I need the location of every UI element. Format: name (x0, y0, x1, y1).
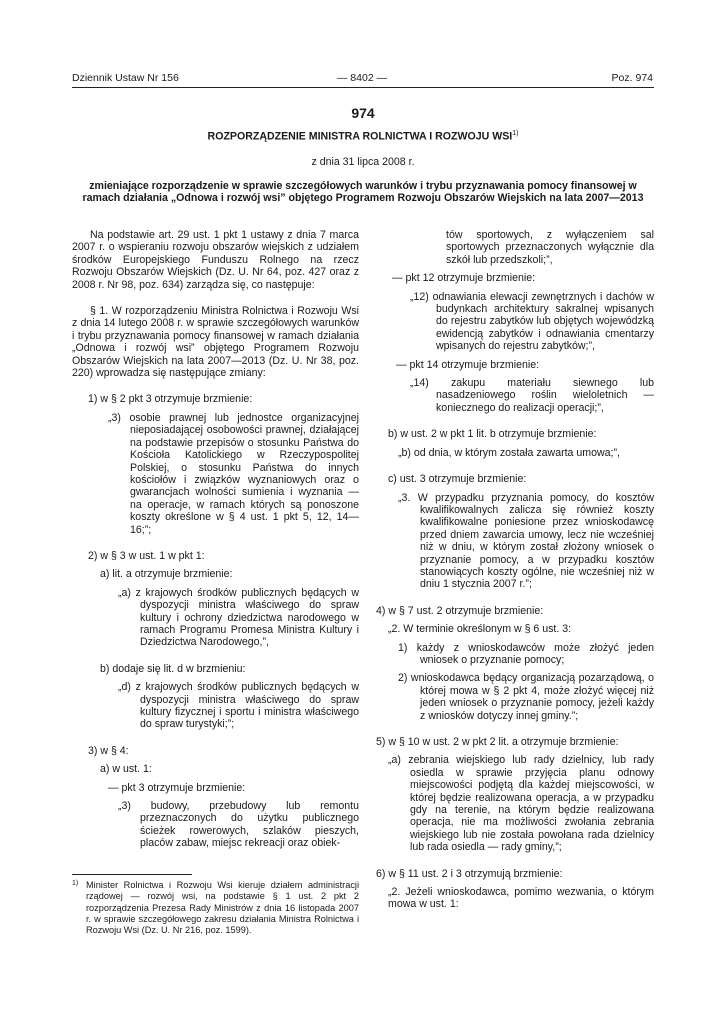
amendment-3c: c) ust. 3 otrzymuje brzmienie: (388, 473, 527, 486)
document-title (72, 130, 654, 143)
amendment-pkt12: — pkt 12 otrzymuje brzmienie: (392, 272, 536, 285)
document-number: 974 (351, 105, 375, 121)
amendment-1-text: „3) osobie prawnej lub jednostce organizacyjnej nieposiadającej osobowości prawnej, działającej na podstawie przepisów o stosunku Państwa do Kościoła Katolickiego w Rzeczypospolitej Polskiej, o stosunku Państwa do innych kościołów i związków wyznaniowych oraz o gwarancjach wolności sumienia i wyznania — na operacje, w ramach których są ponoszone koszty określone w § 4 ust. 1 pkt 5, 12, 14—16;”; (108, 411, 359, 536)
amendment-3b: b) w ust. 2 w pkt 1 lit. b otrzymuje brzmienie: (388, 428, 597, 441)
footnote-marker: 1) (72, 880, 79, 887)
section-1: § 1. W rozporządzeniu Ministra Rolnictwa i Rozwoju Wsi z dnia 14 lutego 2008 r. w sprawie szczegółowych warunków i trybu przyznawania pomocy finansowej w ramach działania „Odnowa i rozwój wsi” objętego Programem Rozwoju Obszarów Wiejskich na lata 2007—2013 (Dz. U. Nr 38, poz. 220) wprowadza się następujące zmiany: (72, 305, 359, 380)
header-rule (72, 87, 654, 88)
title-footnote-ref: 1) (512, 130, 519, 137)
amendment-pkt12-text: „12) odnawiania elewacji zewnętrznych i dachów w budynkach architektury sakralnej wpisanych do rejestru zabytków lub objętych wojewódzką ewidencją zabytków i odnawiania cmentarzy wpisanych do rejestru zabytków;”, (410, 290, 654, 353)
preamble: Na podstawie art. 29 ust. 1 pkt 1 ustawy z dnia 7 marca 2007 r. o wspieraniu rozwoju obszarów wiejskich z udziałem środków Europejskiego Funduszu Rolnego na rzecz Rozwoju Obszarów Wiejskich (Dz. U. Nr 64, poz. 427 oraz z 2008 r. Nr 98, poz. 634) zarządza się, co następuje: (72, 229, 359, 291)
document-date: z dnia 31 lipca 2008 r. (311, 156, 415, 168)
position-number: Poz. 974 (611, 72, 653, 84)
amendment-5-text: „a) zebrania wiejskiego lub rady dzielnicy, lub rady osiedla w sprawie przyjęcia planu odnowy miejscowości podjętą dla każdej miejscowości, w której będzie realizowana operacja, a w przypadku gdy na terenie, na którym będzie realizowana operacja, nie ma możliwości zwołania zebrania wiejskiego lub nie została powołana rada dzielnicy lub rada osiedla — rady gminy,”; (388, 754, 654, 854)
amendment-6-text: „2. Jeżeli wnioskodawca, pomimo wezwania, o którym mowa w ust. 1: (388, 886, 654, 911)
amendment-3a: a) w ust. 1: (100, 763, 152, 776)
journal-name: Dziennik Ustaw Nr 156 (72, 72, 179, 84)
amendment-3a-dash: — pkt 3 otrzymuje brzmienie: (108, 781, 246, 794)
amendment-2a: a) lit. a otrzymuje brzmienie: (100, 568, 233, 581)
document-subject: zmieniające rozporządzenie w sprawie szczegółowych warunków i trybu przyznawania pomocy finansowej w ramach działania „Odnowa i rozwój wsi” objętego Programem Rozwoju Obszarów Wiejskich na lata 2007—2013 (82, 180, 644, 204)
amendment-4-point-1: 1) każdy z wnioskodawców może złożyć jeden wniosek o przyznanie pomocy; (398, 641, 654, 666)
amendment-2: 2) w § 3 w ust. 1 w pkt 1: (88, 549, 205, 562)
amendment-2b: b) dodaje się lit. d w brzmieniu: (100, 662, 246, 675)
amendment-3: 3) w § 4: (88, 744, 129, 757)
amendment-pkt14-text: „14) zakupu materiału siewnego lub nasadzeniowego roślin wieloletnich — koniecznego do realizacji operacji;”, (410, 377, 654, 414)
footnote (72, 880, 359, 936)
document-title-text: ROZPORZĄDZENIE MINISTRA ROLNICTWA I ROZWOJU WSI (207, 130, 513, 143)
amendment-1: 1) w § 2 pkt 3 otrzymuje brzmienie: (88, 393, 253, 406)
amendment-6: 6) w § 11 ust. 2 i 3 otrzymują brzmienie: (376, 867, 563, 880)
amendment-3a-continued: tów sportowych, z wyłączeniem sal sportowych przeznaczonych wyłącznie dla szkół lub przedszkoli;”, (446, 229, 654, 266)
amendment-3c-text: „3. W przypadku przyznania pomocy, do kosztów kwalifikowalnych zalicza się również koszty kwalifikowalne poniesione przez wnioskodawcę przed dniem zawarcia umowy, lecz nie wcześniej niż w dniu, w którym został złożony wniosek o przyznanie pomocy, a w przypadku kosztów stanowiących koszty ogólne, nie wcześniej niż w dniu 1 stycznia 2007 r.”; (398, 491, 654, 591)
left-column (72, 229, 359, 850)
amendment-3b-text: „b) od dnia, w którym została zawarta umowa;”, (398, 446, 620, 459)
amendment-2a-text: „a) z krajowych środków publicznych będących w dyspozycji ministra właściwego do spraw kultury i ochrony dziedzictwa narodowego w ramach Programu Promesa Ministra Kultury i Dziedzictwa Narodowego,”, (118, 586, 359, 649)
amendment-4-point-2: 2) wnioskodawca będący organizacją pozarządową, o której mowa w § 2 pkt 4, może złożyć więcej niż jeden wniosek o przyznanie pomocy, jeżeli każdy z wniosków dotyczy innej gminy.”; (398, 672, 654, 722)
footnote-text: Minister Rolnictwa i Rozwoju Wsi kieruje działem administracji rządowej — rozwój wsi, na podstawie § 1 ust. 2 pkt 2 rozporządzenia Prezesa Rady Ministrów z dnia 16 listopada 2007 r. w sprawie szczegółowego zakresu działania Ministra Rolnictwa i Rozwoju Wsi (Dz. U. Nr 216, poz. 1599). (86, 880, 359, 936)
page-number: — 8402 — (336, 72, 388, 84)
amendment-5: 5) w § 10 w ust. 2 w pkt 2 lit. a otrzymuje brzmienie: (376, 736, 619, 748)
amendment-4-text: „2. W terminie określonym w § 6 ust. 3: (388, 623, 572, 636)
amendment-3a-text: „3) budowy, przebudowy lub remontu przeznaczonych do użytku publicznego ścieżek rowerowych, szlaków pieszych, placów zabaw, miejsc rekreacji oraz obiek- (118, 800, 359, 850)
amendment-pkt14: — pkt 14 otrzymuje brzmienie: (396, 358, 540, 371)
amendment-4: 4) w § 7 ust. 2 otrzymuje brzmienie: (376, 604, 544, 617)
amendment-2b-text: „d) z krajowych środków publicznych będących w dyspozycji ministra właściwego do spraw kultury fizycznej i sportu i ministra właściwego do spraw turystyki;”; (118, 681, 359, 731)
footnote-rule (72, 874, 192, 875)
right-column (376, 229, 654, 911)
